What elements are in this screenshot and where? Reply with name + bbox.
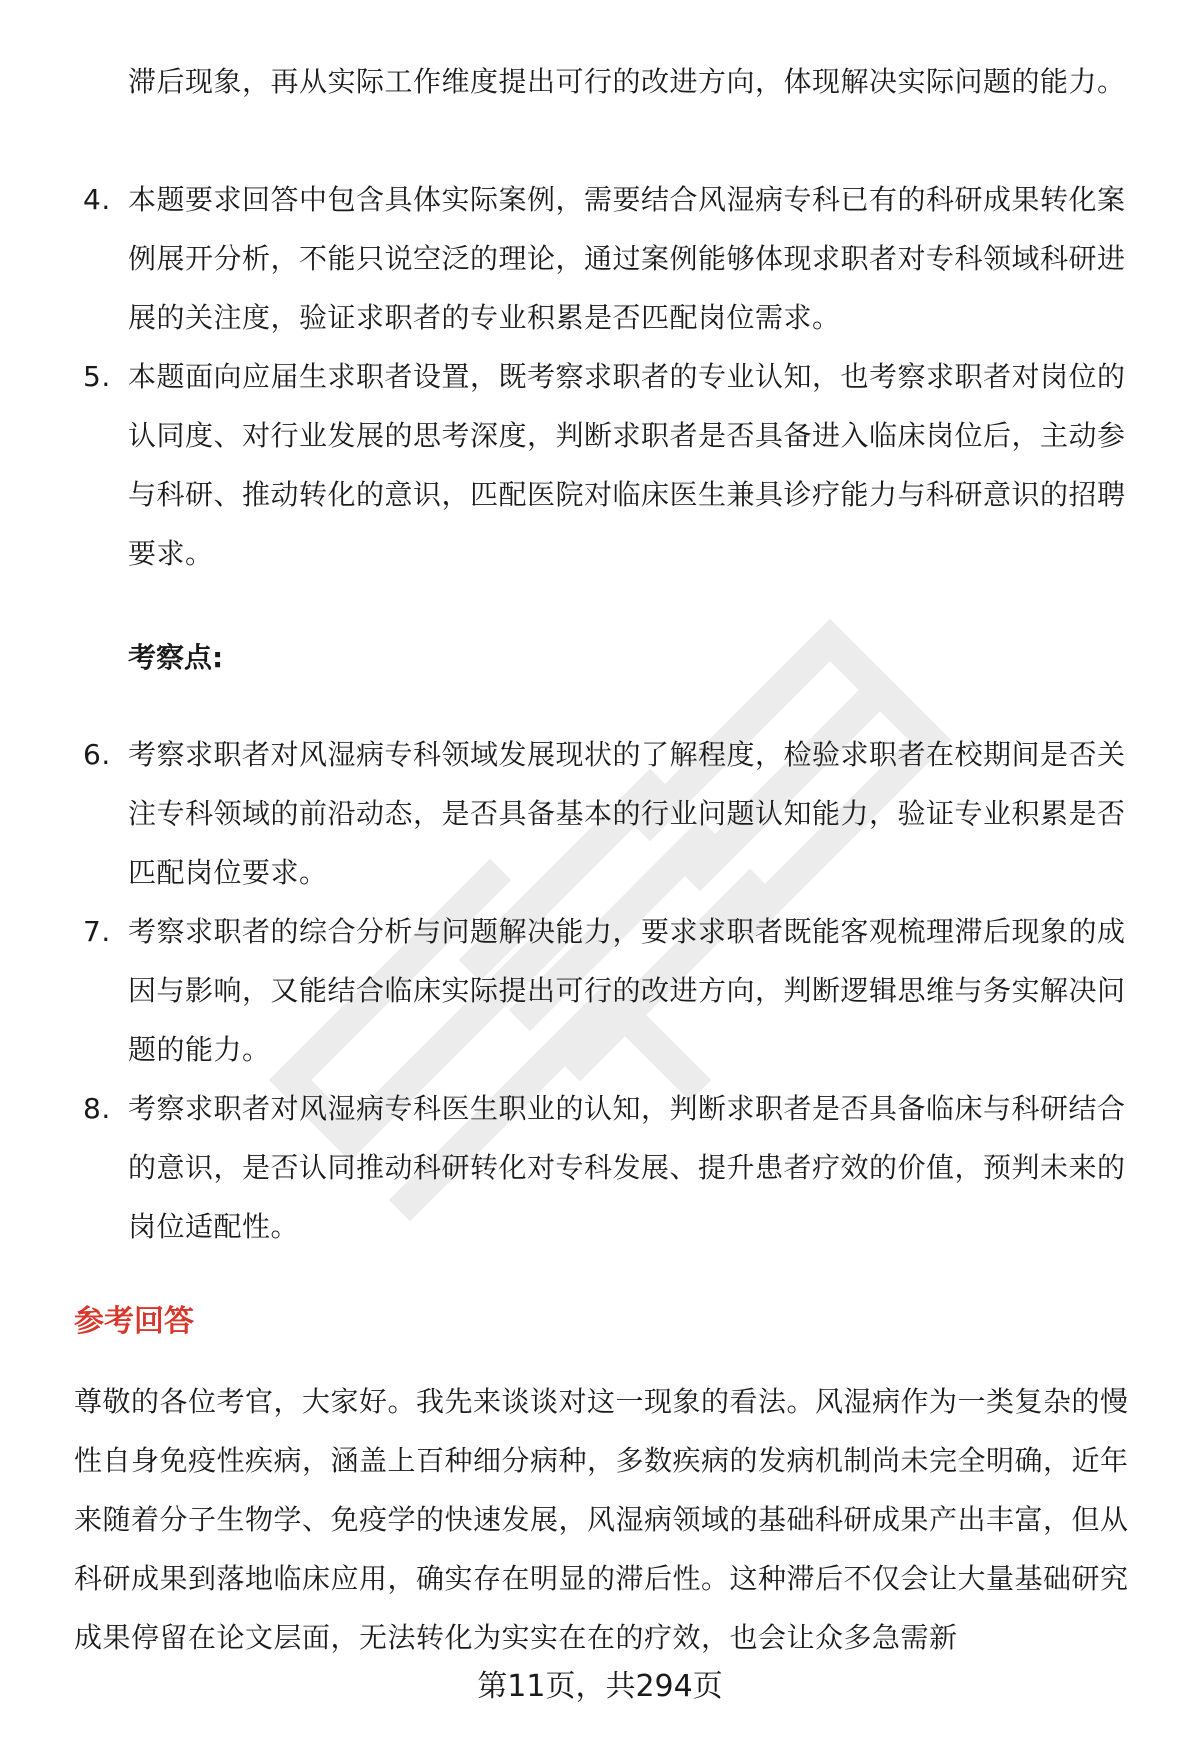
list-item [0,902,1148,1079]
list-item [0,725,1148,902]
item-text: 考察求职者对风湿病专科领域发展现状的了解程度，检验求职者在校期间是否关注专科领域的前沿动态，是否具备基本的行业问题认知能力，验证专业积累是否匹配岗位要求。 [128,738,1126,889]
item-number: 7. [83,915,111,948]
section-heading: 考察点: [128,641,224,674]
reference-answer-heading: 参考回答 [74,1304,194,1339]
item-text: 考察求职者对风湿病专科医生职业的认知，判断求职者是否具备临床与科研结合的意识，是否认同推动科研转化对专科发展、提升患者疗效的价值，预判未来的岗位适配性。 [128,1092,1126,1243]
list-item [0,170,1148,347]
continuation-paragraph: 滞后现象，再从实际工作维度提出可行的改进方向，体现解决实际问题的能力。 [128,65,1126,98]
item-number: 5. [83,360,111,393]
answer-paragraph: 尊敬的各位考官，大家好。我先来谈谈对这一现象的看法。风湿病作为一类复杂的慢性自身免疫性疾病，涵盖上百种细分病种，多数疾病的发病机制尚未完全明确，近年来随着分子生物学、免疫学的快速发展，风湿病领域的基础科研成果产出丰富，但从科研成果到落地临床应用，确实存在明显的滞后性。这种滞后不仅会让大量基础研究成果停留在论文层面，无法转化为实实在在的疗效，也会让众多急需新 [74,1385,1129,1654]
item-number: 6. [83,738,111,771]
page-footer: 第11页，共294页 [477,1669,723,1704]
item-number: 4. [83,183,111,216]
item-text: 本题要求回答中包含具体实际案例，需要结合风湿病专科已有的科研成果转化案例展开分析，不能只说空泛的理论，通过案例能够体现求职者对专科领域科研进展的关注度，验证求职者的专业积累是否匹配岗位需求。 [128,183,1126,334]
item-text: 本题面向应届生求职者设置，既考察求职者的专业认知，也考察求职者对岗位的认同度、对行业发展的思考深度，判断求职者是否具备进入临床岗位后，主动参与科研、推动转化的意识，匹配医院对临床医生兼具诊疗能力与科研意识的招聘要求。 [128,360,1126,570]
requirements-list [0,170,1200,583]
list-item [0,1079,1148,1256]
assessment-points-list [0,725,1200,1256]
item-text: 考察求职者的综合分析与问题解决能力，要求求职者既能客观梳理滞后现象的成因与影响，又能结合临床实际提出可行的改进方向，判断逻辑思维与务实解决问题的能力。 [128,915,1126,1066]
item-number: 8. [83,1092,111,1125]
list-item [0,347,1148,583]
